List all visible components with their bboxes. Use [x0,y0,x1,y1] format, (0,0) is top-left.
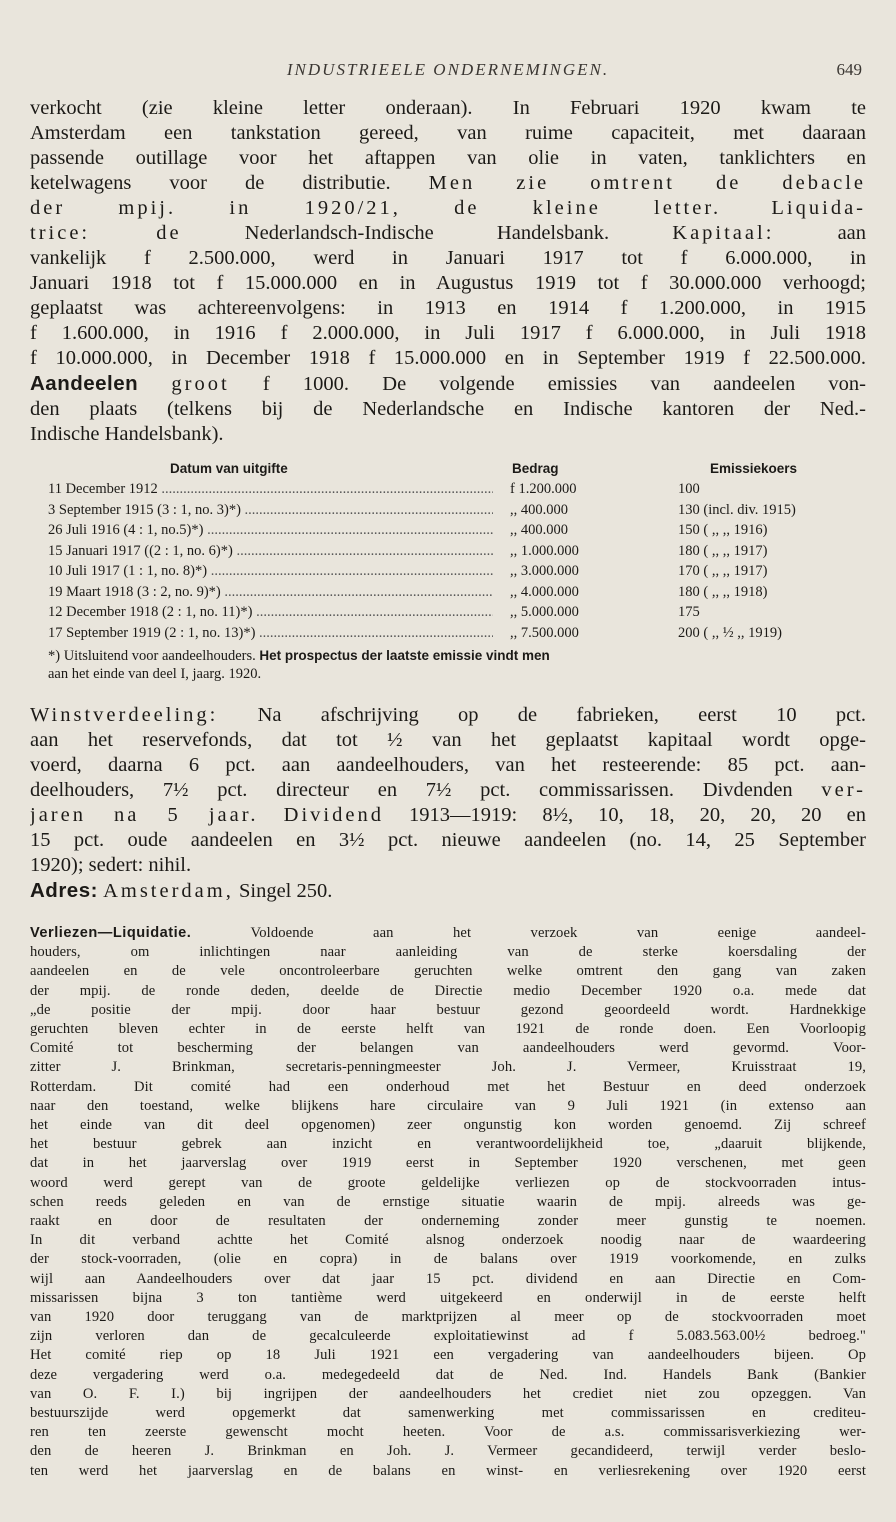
cell-amount: ,, 1.000.000 [510,542,579,559]
cell-emission: 100 [678,481,700,497]
text-line [30,703,866,728]
table-row [30,543,866,564]
cell-date: 10 Juli 1917 (1 : 1, no. 8)*) ..... [48,563,493,580]
text-line: f 10.000.000, in December 1918 f 15.000.000 en in September 1919 f 22.500.000. [30,347,866,369]
address-city: Amsterdam, [103,880,234,902]
spaced-text: Men zie omtrent de debacle [428,172,866,194]
text-line [30,171,866,196]
spaced-text: Kapitaal: [672,222,775,244]
cell-date: 3 September 1915 (3 : 1, no. 3)*) ..... [48,502,493,519]
text-line [30,924,866,943]
text-line: deze vergadering werd o.a. medegedeeld dat de Ned. Ind. Handels Bank (Bankier [30,1366,866,1383]
page-header [30,56,866,96]
table-row [30,522,866,543]
text-line: vankelijk f 2.500.000, werd in Januari 1917 tot f 6.000.000, in [30,247,866,269]
text-line: Indische Handelsbank). [30,423,224,445]
cell-date: 15 Januari 1917 ((2 : 1, no. 6)*) ..... [48,543,493,560]
cell-date: 12 December 1918 (2 : 1, no. 11)*) ..... [48,604,493,621]
cell-amount: ,, 3.000.000 [510,563,579,579]
text-segment: Voldoende aan het verzoek van eenige aandeel- [250,925,866,941]
cell-emission: 130 (incl. div. 1915) [678,501,796,518]
text-line: naar den toestand, welke blijkens hare circulaire van 9 Juli 1921 (in extenso aan [30,1097,866,1114]
text-line: der stock-voorraden, (olie en copra) in de balans over 1919 voorkomende, en zulks [30,1251,866,1268]
text-line: In dit verband achtte het Comité alsnog onderzoek noodig naar de waardeering [30,1232,866,1249]
text-line: „de positie der mpij. door haar bestuur gezond geoordeeld wordt. Hardnekkige [30,1001,866,1018]
spaced-text: groot [171,373,230,395]
text-line: Het comité riep op 18 Juli 1921 een vergadering van aandeelhouders bijeen. Op [30,1347,866,1364]
footnote-bold-text: Het prospectus der laatste emissie vindt men [259,648,550,663]
cell-emission: 180 ( ,, ,, 1918) [678,583,768,600]
text-line: het einde van dit deel opgenomen) zeer ongunstig kon worden genoemd. Zij schreef [30,1117,866,1134]
cell-date: 17 September 1919 (2 : 1, no. 13)*) ..... [48,625,493,642]
spaced-text: der mpij. in 1920/21, de kleine letter. [30,197,722,219]
text-segment: Nederlandsch-Indische Handelsbank. [244,222,610,244]
cell-amount: ,, 400.000 [510,522,568,538]
text-line: woord werd gerept van de groote geldelijke verliezen op de stockvoorraden intus- [30,1174,866,1191]
cell-amount: ,, 7.500.000 [510,624,579,641]
spaced-text: Dividend [283,804,384,826]
cell-emission: 150 ( ,, ,, 1916) [678,522,768,538]
table-row [30,625,866,646]
bold-heading: Verliezen—Liquidatie. [30,925,192,941]
spaced-heading: Winstverdeeling: [30,704,219,726]
running-head: INDUSTRIEELE ONDERNEMINGEN. [286,60,610,79]
text-line: geruchten bleven echter in de eerste helft van 1921 de ronde doen. Een Voorloopig [30,1021,866,1038]
spaced-text: trice: de [30,222,182,244]
address-line [30,878,866,904]
text-line: den de heeren J. Brinkman en Joh. J. Vermeer gecandideerd, terwijl verder beslo- [30,1443,866,1460]
cell-amount: f 1.200.000 [510,481,577,497]
text-line: ten werd het jaarverslag en de balans en winst- en verliesrekening over 1920 eerst [30,1462,866,1479]
text-line: van 1920 door teruggang van de marktprijzen al meer op de stockvoorraden moet [30,1309,866,1326]
text-segment: deelhouders, 7½ pct. directeur en 7½ pct. commissarissen. [30,779,674,801]
text-segment: aan [837,222,866,244]
cell-emission: 175 [678,604,700,620]
cell-emission: 180 ( ,, ,, 1917) [678,542,768,559]
text-line: dat in het jaarverslag over 1919 eerst in September 1920 verschenen, met geen [30,1155,866,1172]
cell-emission: 170 ( ,, ,, 1917) [678,563,768,579]
spaced-text: Liquida- [771,197,866,219]
text-segment: Divdenden [702,779,793,801]
spaced-text: ver- [821,779,866,801]
text-line: Januari 1918 tot f 15.000.000 en in Augustus 1919 tot f 30.000.000 verhoogd; [30,272,866,294]
text-line: passende outillage voor het aftappen van olie in vaten, tanklichters en [30,147,866,169]
address-street: Singel 250. [238,880,333,902]
text-line: raakt en door de resultaten der onderneming zonder meer gunstig te noemen. [30,1213,866,1230]
bold-heading: Aandeelen [30,372,139,395]
text-line: Comité tot bescherming der belangen van aandeelhouders werd gevormd. Voor- [30,1040,866,1057]
table-row [30,502,866,523]
text-line: f 1.600.000, in 1916 f 2.000.000, in Juli 1917 f 6.000.000, in Juli 1918 [30,322,866,344]
text-line: houders, om inlichtingen naar aanleiding van de sterke koersdaling der [30,944,866,961]
text-line: bestuurszijde werd opgemerkt dat samenwerking met commissarissen en crediteu- [30,1405,866,1422]
paragraph-profit-distribution [30,703,866,904]
cell-amount: ,, 400.000 [510,501,568,518]
text-line: Amsterdam een tankstation gereed, van ruime capaciteit, met daaraan [30,122,866,144]
text-line: zitter J. Brinkman, secretaris-penningmeester Joh. J. Vermeer, Kruisstraat 19, [30,1059,866,1076]
column-header-amount: Bedrag [512,461,559,476]
text-line: schen reeds geleden en van de ernstige situatie waarin de mpij. alreeds was ge- [30,1193,866,1210]
page-number: 649 [836,60,862,79]
text-line: geplaatst was achtereenvolgens: in 1913 en 1914 f 1.200.000, in 1915 [30,297,866,319]
text-line: 15 pct. oude aandeelen en 3½ pct. nieuwe aandeelen (no. 14, 25 September [30,829,866,851]
text-line: aan het reservefonds, dat tot ½ van het geplaatst kapitaal wordt opge- [30,729,866,751]
text-segment: 1913—1919: 8½, 10, 18, 20, 20, 20 en [409,804,866,826]
table-row [30,563,866,584]
text-line: zijn verloren dan de gecalculeerde exploitatiewinst ad f 5.083.563.00½ bedroeg." [30,1328,866,1345]
table-row [30,481,866,502]
text-segment: f 1000. De volgende emissies van aandeelen von- [262,373,866,395]
text-line [30,371,866,397]
paragraph-losses-liquidation [30,924,866,1481]
emissions-table [30,459,866,683]
address-label: Adres: [30,879,98,902]
table-footnote [30,647,866,683]
text-line: het bestuur gebrek aan inzicht en verantwoordelijkheid toe, „daaruit blijkende, [30,1136,866,1153]
text-segment: Na afschrijving op de fabrieken, eerst 10 pct. [257,704,866,726]
paragraph-company-history [30,96,866,447]
text-line: aandeelen en de vele oncontroleerbare geruchten welke omtrent den gang van zaken [30,963,866,980]
text-line: ren ten zeerste gewenscht mocht heeten. Voor de a.s. commissarisverkiezing wer- [30,1424,866,1441]
cell-emission: 200 ( ,, ½ ,, 1919) [678,624,782,641]
text-line: 1920); sedert: nihil. [30,854,192,876]
cell-amount: ,, 5.000.000 [510,604,579,620]
text-line [30,196,866,221]
column-header-date: Datum van uitgifte [170,461,288,476]
text-line: verkocht (zie kleine letter onderaan). In Februari 1920 kwam te [30,97,866,119]
text-line: wijl aan Aandeelhouders over dat jaar 15 pct. dividend en aan Directie en Com- [30,1270,866,1287]
footnote-text: aan het einde van deel I, jaarg. 1920. [48,666,262,682]
text-line [30,803,866,828]
text-line: voerd, daarna 6 pct. aan aandeelhouders, van het resteerende: 85 pct. aan- [30,754,866,776]
table-row [30,604,866,625]
column-header-emission: Emissiekoers [710,461,798,476]
cell-date: 11 December 1912 ..... [48,481,493,498]
text-segment: ketelwagens voor de distributie. [30,172,391,194]
cell-date: 26 Juli 1916 (4 : 1, no.5)*) ..... [48,522,493,539]
cell-date: 19 Maart 1918 (3 : 2, no. 9)*) ..... [48,584,493,601]
table-header [30,459,866,481]
spaced-text: jaren na 5 jaar. [30,804,259,826]
table-row [30,584,866,605]
text-line: den plaats (telkens bij de Nederlandsche en Indische kantoren der Ned.- [30,398,866,420]
footnote-text: *) Uitsluitend voor aandeelhouders. [48,648,256,664]
text-line [30,221,866,246]
text-line: van O. F. I.) bij ingrijpen der aandeelhouders het crediet niet zou opzeggen. Van [30,1385,866,1402]
text-line [30,778,866,803]
text-line: Rotterdam. Dit comité had een onderhoud met het Bestuur en deed onderzoek [30,1078,866,1095]
cell-amount: ,, 4.000.000 [510,583,579,600]
text-line: der mpij. de ronde deden, deelde de Directie medio December 1920 o.a. mede dat [30,982,866,999]
text-line: missarissen bijna 3 ton tantième werd uitgekeerd en onderwijl in de eerste helft [30,1289,866,1306]
